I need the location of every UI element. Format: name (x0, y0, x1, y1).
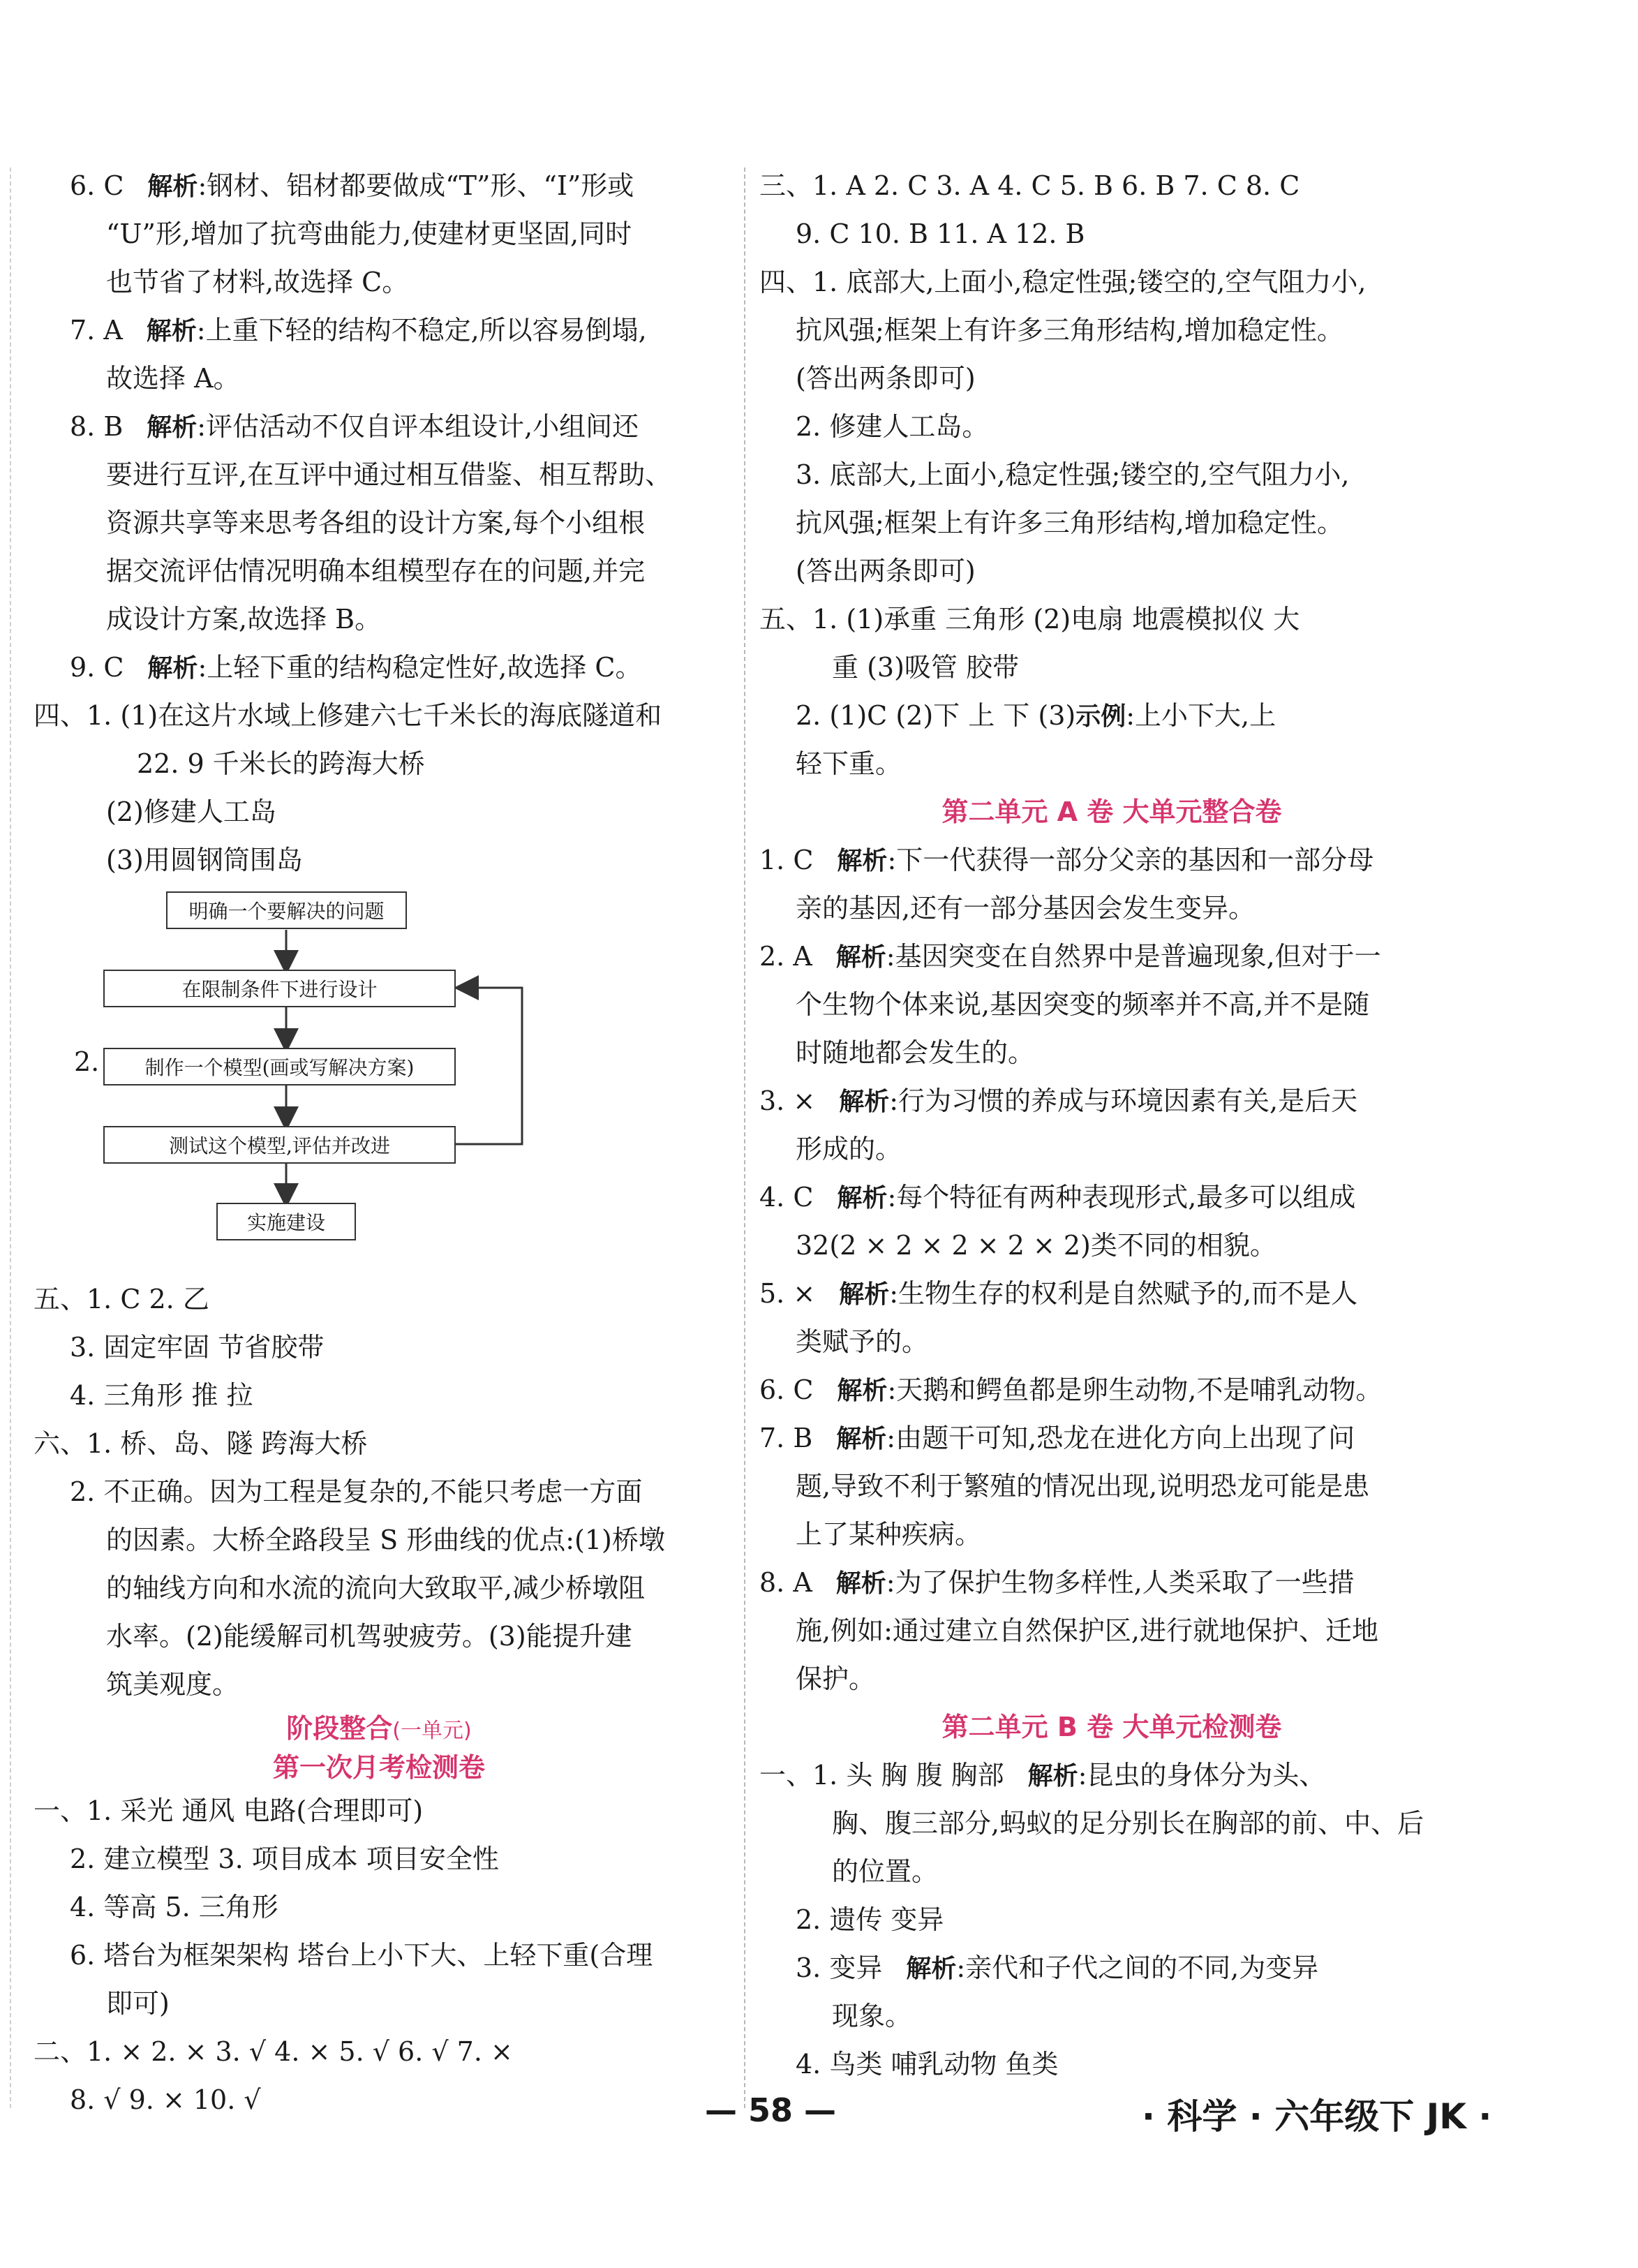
answer-line: 的轴线方向和水流的流向大致取平,减少桥墩阻 (106, 1573, 646, 1603)
answer-line: 据交流评估情况明确本组模型存在的问题,并完 (106, 556, 646, 586)
answer-line: 9. C 解析:上轻下重的结构稳定性好,故选择 C。 (70, 652, 642, 683)
section-title-monthly-test: 第一次月考检测卷 (272, 1752, 485, 1783)
answer-line: 现象。 (832, 2001, 912, 2031)
answer-line: 五、1. (1)承重 三角形 (2)电扇 地震模拟仪 大 (759, 604, 1300, 635)
answer-line: 4. 等高 5. 三角形 (70, 1892, 278, 1922)
answer-line: 2. A 解析:基因突变在自然界中是普遍现象,但对于一 (759, 941, 1381, 972)
answer-line: 一、1. 采光 通风 电路(合理即可) (33, 1795, 424, 1826)
answer-line: 水率。(2)能缓解司机驾驶疲劳。(3)能提升建 (106, 1621, 632, 1652)
answer-line: (2)修建人工岛 (106, 796, 276, 827)
answer-line: 抗风强;框架上有许多三角形结构,增加稳定性。 (796, 315, 1343, 346)
flow-step-design: 在限制条件下进行设计 (103, 970, 456, 1007)
section-title-unit2-b: 第二单元 B 卷 大单元检测卷 (941, 1712, 1282, 1742)
answer-line: 3. 固定牢固 节省胶带 (70, 1332, 325, 1363)
section-title-stage: 阶段整合(一单元) (286, 1713, 472, 1744)
page-number: — 58 — (705, 2091, 837, 2129)
answer-line: 4. 三角形 推 拉 (70, 1380, 253, 1411)
answer-line: 三、1. A 2. C 3. A 4. C 5. B 6. B 7. C 8. C (759, 170, 1300, 201)
answer-line: (答出两条即可) (796, 363, 976, 394)
answer-line: 要进行互评,在互评中通过相互借鉴、相互帮助、 (106, 459, 672, 490)
answer-line: 轻下重。 (796, 748, 902, 779)
flow-step-build-model: 制作一个模型(画或写解决方案) (103, 1048, 456, 1085)
answer-line: 2. 不正确。因为工程是复杂的,不能只考虑一方面 (70, 1476, 643, 1507)
answer-line: 22. 9 千米长的跨海大桥 (137, 748, 425, 779)
answer-line: 五、1. C 2. 乙 (33, 1284, 209, 1314)
answer-line: 保护。 (796, 1663, 876, 1694)
answer-line: 7. B 解析:由题干可知,恐龙在进化方向上出现了问 (759, 1423, 1355, 1453)
answer-line: 3. × 解析:行为习惯的养成与环境因素有关,是后天 (759, 1085, 1358, 1116)
answer-line: 成设计方案,故选择 B。 (106, 604, 382, 635)
answer-line: 六、1. 桥、岛、隧 跨海大桥 (33, 1428, 368, 1459)
column-divider (744, 168, 745, 2108)
flow-step-test-improve: 测试这个模型,评估并改进 (103, 1126, 456, 1164)
flow-step-identify-problem: 明确一个要解决的问题 (166, 891, 407, 929)
left-column (33, 162, 724, 2124)
answer-line: 2. 修建人工岛。 (796, 411, 989, 442)
answer-line: 2. 建立模型 3. 项目成本 项目安全性 (70, 1844, 499, 1874)
answer-line: 3. 变异 解析:亲代和子代之间的不同,为变异 (796, 1952, 1319, 1983)
answer-line: 1. C 解析:下一代获得一部分父亲的基因和一部分母 (759, 845, 1374, 875)
answer-line: 即可) (106, 1988, 170, 2019)
answer-line: 上了某种疾病。 (796, 1519, 982, 1550)
answer-line: 个生物个体来说,基因突变的频率并不高,并不是随 (796, 989, 1370, 1020)
answer-line: 6. 塔台为框架架构 塔台上小下大、上轻下重(合理 (70, 1940, 653, 1971)
answer-line: 4. 鸟类 哺乳动物 鱼类 (796, 2049, 1059, 2080)
answer-line: 3. 底部大,上面小,稳定性强;镂空的,空气阻力小, (796, 459, 1350, 490)
flow-question-number: 2. (74, 1046, 100, 1077)
answer-line: 资源共享等来思考各组的设计方案,每个小组根 (106, 507, 646, 538)
section-title-unit2-a: 第二单元 A 卷 大单元整合卷 (941, 796, 1282, 827)
answer-line: 一、1. 头 胸 腹 胸部 解析:昆虫的身体分为头、 (759, 1760, 1326, 1791)
answer-line: 7. A 解析:上重下轻的结构不稳定,所以容易倒塌, (70, 315, 647, 346)
answer-line: 时随地都会发生的。 (796, 1037, 1035, 1068)
answer-line: 9. C 10. B 11. A 12. B (796, 218, 1085, 249)
answer-line: 8. √ 9. × 10. √ (70, 2084, 261, 2115)
answer-line: 施,例如:通过建立自然保护区,进行就地保护、迁地 (796, 1615, 1378, 1646)
answer-line: 抗风强;框架上有许多三角形结构,增加稳定性。 (796, 507, 1343, 538)
right-column (759, 162, 1464, 2089)
answer-line: 重 (3)吸管 胶带 (832, 652, 1019, 683)
binding-edge-line (10, 168, 11, 2108)
answer-line: 四、1. 底部大,上面小,稳定性强;镂空的,空气阻力小, (759, 267, 1367, 297)
answer-line: 8. B 解析:评估活动不仅自评本组设计,小组间还 (70, 411, 639, 442)
book-title: · 科学 · 六年级下 JK · (1142, 2096, 1492, 2137)
engineering-flowchart (33, 884, 724, 1275)
answer-line: 亲的基因,还有一部分基因会发生变异。 (796, 893, 1256, 924)
answer-line: 也节省了材料,故选择 C。 (106, 267, 409, 297)
answer-line: 2. 遗传 变异 (796, 1904, 944, 1935)
answer-line: 6. C 解析:天鹅和鳄鱼都是卵生动物,不是哺乳动物。 (759, 1374, 1383, 1405)
answer-line: (3)用圆钢筒围岛 (106, 845, 303, 875)
answer-line: 胸、腹三部分,蚂蚁的足分别长在胸部的前、中、后 (832, 1808, 1424, 1839)
answer-line: 形成的。 (796, 1134, 902, 1164)
answer-line: 筑美观度。 (106, 1669, 239, 1700)
answer-line: 类赋予的。 (796, 1326, 929, 1357)
answer-line: 5. × 解析:生物生存的权利是自然赋予的,而不是人 (759, 1278, 1358, 1309)
answer-line: 8. A 解析:为了保护生物多样性,人类采取了一些措 (759, 1567, 1355, 1598)
answer-line: 的位置。 (832, 1856, 939, 1887)
answer-line: 4. C 解析:每个特征有两种表现形式,最多可以组成 (759, 1182, 1356, 1213)
answer-line: “U”形,增加了抗弯曲能力,使建材更坚固,同时 (106, 218, 632, 249)
answer-line: 的因素。大桥全路段呈 S 形曲线的优点:(1)桥墩 (106, 1525, 665, 1555)
answer-line: 2. (1)C (2)下 上 下 (3)示例:上小下大,上 (796, 700, 1276, 731)
answer-line: 四、1. (1)在这片水域上修建六七千米长的海底隧道和 (33, 700, 662, 731)
answer-line: 6. C 解析:钢材、铝材都要做成“T”形、“I”形或 (70, 170, 634, 201)
answer-line: 二、1. × 2. × 3. √ 4. × 5. √ 6. √ 7. × (33, 2036, 513, 2067)
answer-line: 题,导致不利于繁殖的情况出现,说明恐龙可能是患 (796, 1471, 1370, 1502)
answer-line: 故选择 A。 (106, 363, 240, 394)
flow-step-implement: 实施建设 (216, 1203, 356, 1240)
answer-line: (答出两条即可) (796, 556, 976, 586)
answer-line: 32(2 × 2 × 2 × 2 × 2)类不同的相貌。 (796, 1230, 1276, 1261)
